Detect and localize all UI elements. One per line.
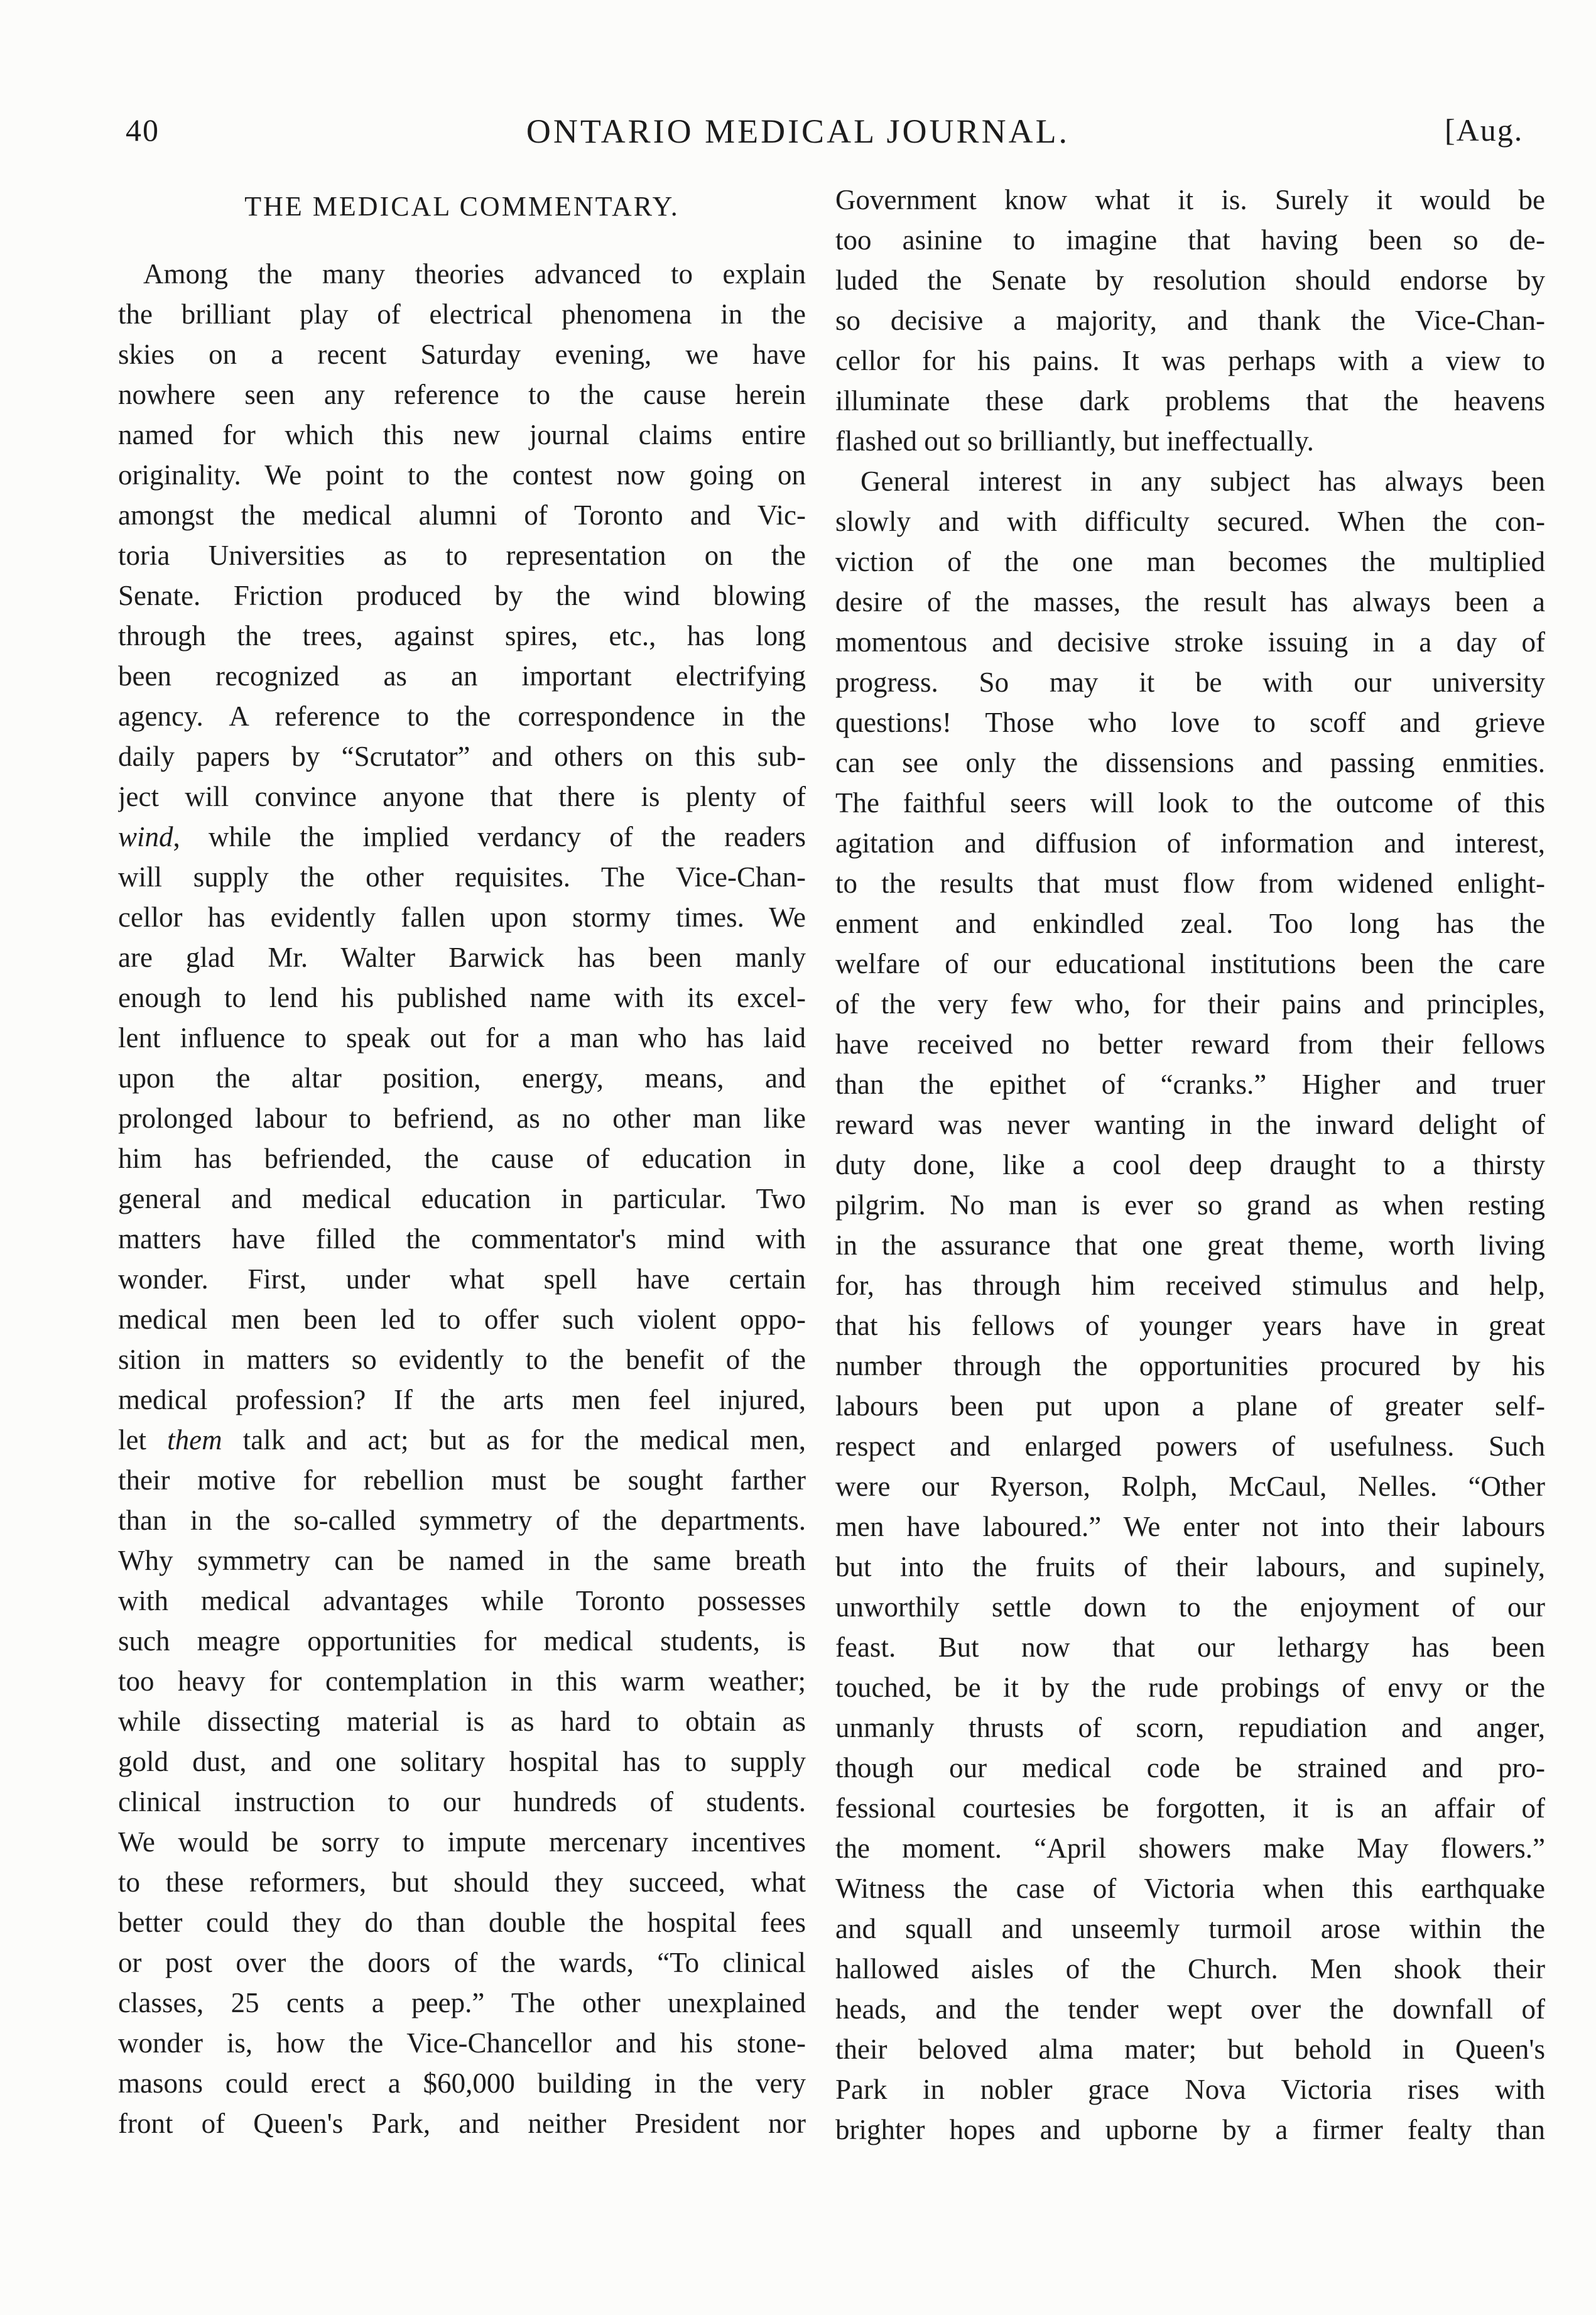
line-text: their beloved alma mater; but behold in Queen's bbox=[835, 2034, 1545, 2065]
line-text: too heavy for contemplation in this warm weather; bbox=[118, 1665, 806, 1697]
line-text: let bbox=[118, 1424, 168, 1456]
text-line bbox=[835, 1989, 1545, 2029]
line-text: viction of the one man becomes the multiplied bbox=[835, 546, 1545, 577]
line-text: progress. So may it be with our university bbox=[835, 667, 1545, 698]
line-text: duty done, like a cool deep draught to a thirsty bbox=[835, 1149, 1545, 1180]
text-line bbox=[118, 2023, 806, 2063]
line-text: of the very few who, for their pains and principles, bbox=[835, 988, 1545, 1020]
text-line bbox=[118, 1339, 806, 1380]
text-line bbox=[118, 334, 806, 374]
line-text: named for which this new journal claims entire bbox=[118, 419, 806, 450]
line-text: clinical instruction to our hundreds of students. bbox=[118, 1786, 806, 1817]
line-text: the moment. “April showers make May flowers.” bbox=[835, 1833, 1545, 1864]
line-text: were our Ryerson, Rolph, McCaul, Nelles. “Other bbox=[835, 1471, 1545, 1502]
line-text: Why symmetry can be named in the same breath bbox=[118, 1545, 806, 1576]
page-number: 40 bbox=[126, 112, 160, 148]
line-text: gold dust, and one solitary hospital has to supply bbox=[118, 1746, 806, 1777]
left-column bbox=[118, 254, 806, 2143]
text-line bbox=[835, 1909, 1545, 1949]
line-text: hallowed aisles of the Church. Men shook their bbox=[835, 1953, 1545, 1985]
text-line bbox=[835, 1145, 1545, 1185]
line-text: brighter hopes and upborne by a firmer fealty than bbox=[835, 2114, 1545, 2145]
text-line bbox=[835, 1949, 1545, 1989]
text-line bbox=[118, 1219, 806, 1259]
line-text: prolonged labour to befriend, as no other man like bbox=[118, 1103, 806, 1134]
line-text: questions! Those who love to scoff and grieve bbox=[835, 707, 1545, 738]
line-text: General interest in any subject has always been bbox=[860, 466, 1545, 497]
text-line bbox=[835, 180, 1545, 220]
line-text: pilgrim. No man is ever so grand as when resting bbox=[835, 1189, 1545, 1221]
text-line bbox=[835, 1788, 1545, 1828]
line-text: enment and enkindled zeal. Too long has the bbox=[835, 908, 1545, 939]
text-line bbox=[118, 415, 806, 455]
text-line bbox=[835, 1587, 1545, 1627]
text-line bbox=[118, 294, 806, 334]
text-line bbox=[118, 1902, 806, 1942]
line-text: labours been put upon a plane of greater self- bbox=[835, 1390, 1545, 1422]
right-column bbox=[835, 180, 1545, 2150]
line-text: men have laboured.” We enter not into their labours bbox=[835, 1511, 1545, 1542]
line-text: We would be sorry to impute mercenary incentives bbox=[118, 1826, 806, 1858]
text-line bbox=[835, 501, 1545, 542]
line-text: so decisive a majority, and thank the Vice-Chan- bbox=[835, 305, 1545, 336]
line-text: sition in matters so evidently to the benefit of the bbox=[118, 1344, 806, 1375]
text-line bbox=[835, 340, 1545, 381]
line-text: reward was never wanting in the inward delight of bbox=[835, 1109, 1545, 1140]
line-text: medical men been led to offer such violent oppo- bbox=[118, 1304, 806, 1335]
line-text: will supply the other requisites. The Vice-Chan- bbox=[118, 861, 806, 893]
text-line bbox=[118, 616, 806, 656]
text-line bbox=[835, 984, 1545, 1024]
line-text: though our medical code be strained and pro- bbox=[835, 1752, 1545, 1784]
line-text: are glad Mr. Walter Barwick has been manly bbox=[118, 942, 806, 973]
text-line bbox=[835, 421, 1545, 461]
text-line bbox=[118, 656, 806, 696]
text-line bbox=[118, 2063, 806, 2103]
text-line bbox=[835, 743, 1545, 783]
text-line bbox=[118, 374, 806, 415]
line-text: ject will convince anyone that there is plenty of bbox=[118, 781, 806, 812]
text-line bbox=[118, 1058, 806, 1098]
line-text: , while the implied verdancy of the readers bbox=[173, 821, 806, 852]
line-text: daily papers by “Scrutator” and others on this sub- bbox=[118, 741, 806, 772]
text-line bbox=[118, 857, 806, 897]
line-text: than the epithet of “cranks.” Higher and truer bbox=[835, 1069, 1545, 1100]
line-text: flashed out so brilliantly, but ineffectually. bbox=[835, 425, 1314, 457]
text-line bbox=[835, 863, 1545, 903]
text-line bbox=[118, 978, 806, 1018]
line-text: illuminate these dark problems that the heavens bbox=[835, 385, 1545, 417]
italic-word: them bbox=[167, 1424, 222, 1456]
text-line bbox=[118, 1018, 806, 1058]
issue-month: [Aug. bbox=[1445, 112, 1524, 148]
text-line bbox=[835, 944, 1545, 984]
text-line bbox=[835, 1426, 1545, 1466]
text-line bbox=[118, 1741, 806, 1782]
text-line bbox=[835, 1506, 1545, 1547]
text-line bbox=[835, 2029, 1545, 2069]
line-text: unmanly thrusts of scorn, repudiation and anger, bbox=[835, 1712, 1545, 1743]
line-text: front of Queen's Park, and neither President nor bbox=[118, 2108, 806, 2139]
text-line bbox=[118, 1138, 806, 1179]
text-line bbox=[118, 575, 806, 616]
text-line bbox=[835, 2110, 1545, 2150]
text-line bbox=[118, 455, 806, 495]
line-text: cellor has evidently fallen upon stormy times. We bbox=[118, 901, 806, 933]
text-line bbox=[118, 1862, 806, 1902]
line-text: The faithful seers will look to the outcome of this bbox=[835, 787, 1545, 819]
text-line bbox=[118, 535, 806, 575]
text-line bbox=[835, 1386, 1545, 1426]
article-title: THE MEDICAL COMMENTARY. bbox=[244, 191, 680, 222]
line-text: and squall and unseemly turmoil arose within the bbox=[835, 1913, 1545, 1944]
line-text: too asinine to imagine that having been so de- bbox=[835, 224, 1545, 256]
line-text: their motive for rebellion must be sought farther bbox=[118, 1464, 806, 1496]
text-line bbox=[835, 381, 1545, 421]
text-line bbox=[118, 736, 806, 776]
line-text: Senate. Friction produced by the wind blowing bbox=[118, 580, 806, 611]
line-text: or post over the doors of the wards, “To clinical bbox=[118, 1947, 806, 1978]
line-text: respect and enlarged powers of usefulness. Such bbox=[835, 1430, 1545, 1462]
line-text: that his fellows of younger years have in great bbox=[835, 1310, 1545, 1341]
line-text: while dissecting material is as hard to obtain as bbox=[118, 1706, 806, 1737]
line-text: can see only the dissensions and passing enmities. bbox=[835, 747, 1545, 778]
text-line bbox=[118, 1661, 806, 1701]
line-text: cellor for his pains. It was perhaps with a view to bbox=[835, 345, 1545, 376]
text-line bbox=[118, 1299, 806, 1339]
line-text: amongst the medical alumni of Toronto and Vic- bbox=[118, 499, 806, 531]
line-text: upon the altar position, energy, means, and bbox=[118, 1062, 806, 1094]
text-line bbox=[835, 1868, 1545, 1909]
line-text: Witness the case of Victoria when this earthquake bbox=[835, 1873, 1545, 1904]
line-text: through the trees, against spires, etc., has long bbox=[118, 620, 806, 651]
line-text: Among the many theories advanced to explain bbox=[143, 258, 806, 290]
line-text: toria Universities as to representation on the bbox=[118, 540, 806, 571]
text-line bbox=[118, 1380, 806, 1420]
line-text: enough to lend his published name with its excel- bbox=[118, 982, 806, 1013]
text-line bbox=[118, 1822, 806, 1862]
line-text: lent influence to speak out for a man who has laid bbox=[118, 1022, 806, 1054]
text-line bbox=[118, 1460, 806, 1500]
line-text: feast. But now that our lethargy has been bbox=[835, 1631, 1545, 1663]
text-line bbox=[835, 662, 1545, 702]
text-line bbox=[118, 1179, 806, 1219]
line-text: welfare of our educational institutions been the care bbox=[835, 948, 1545, 979]
line-text: to these reformers, but should they succeed, what bbox=[118, 1866, 806, 1898]
text-line bbox=[835, 702, 1545, 743]
text-line bbox=[835, 1346, 1545, 1386]
text-line bbox=[835, 260, 1545, 300]
text-line bbox=[835, 1225, 1545, 1265]
line-text: such meagre opportunities for medical students, is bbox=[118, 1625, 806, 1657]
text-line bbox=[835, 1024, 1545, 1064]
text-line bbox=[118, 817, 806, 857]
text-line bbox=[835, 1547, 1545, 1587]
text-line bbox=[835, 903, 1545, 944]
line-text: slowly and with difficulty secured. When the con- bbox=[835, 506, 1545, 537]
line-text: to the results that must flow from widened enlight- bbox=[835, 868, 1545, 899]
line-text: luded the Senate by resolution should endorse by bbox=[835, 264, 1545, 296]
text-line bbox=[835, 542, 1545, 582]
text-line bbox=[118, 937, 806, 978]
text-line bbox=[835, 1708, 1545, 1748]
line-text: general and medical education in particular. Two bbox=[118, 1183, 806, 1214]
text-line bbox=[835, 1466, 1545, 1506]
text-line bbox=[118, 1621, 806, 1661]
line-text: momentous and decisive stroke issuing in a day of bbox=[835, 626, 1545, 658]
line-text: touched, be it by the rude probings of envy or the bbox=[835, 1672, 1545, 1703]
line-text: Government know what it is. Surely it would be bbox=[835, 184, 1545, 215]
text-line bbox=[835, 1748, 1545, 1788]
text-line bbox=[835, 783, 1545, 823]
line-text: him has befriended, the cause of education in bbox=[118, 1143, 806, 1174]
text-line bbox=[835, 1627, 1545, 1667]
text-line bbox=[835, 1667, 1545, 1708]
text-line bbox=[118, 1701, 806, 1741]
text-line bbox=[118, 1581, 806, 1621]
text-line bbox=[118, 897, 806, 937]
line-text: classes, 25 cents a peep.” The other unexplained bbox=[118, 1987, 806, 2018]
line-text: in the assurance that one great theme, worth living bbox=[835, 1229, 1545, 1261]
line-text: than in the so-called symmetry of the departments. bbox=[118, 1505, 806, 1536]
text-line bbox=[118, 1983, 806, 2023]
text-line bbox=[118, 1259, 806, 1299]
line-text: unworthily settle down to the enjoyment of our bbox=[835, 1591, 1545, 1623]
text-line bbox=[118, 254, 806, 294]
text-line bbox=[118, 776, 806, 817]
line-text: agency. A reference to the correspondence in the bbox=[118, 700, 806, 732]
text-line bbox=[118, 696, 806, 736]
line-text: for, has through him received stimulus and help, bbox=[835, 1270, 1545, 1301]
text-line bbox=[835, 2069, 1545, 2110]
line-text: been recognized as an important electrifying bbox=[118, 660, 806, 692]
text-line bbox=[835, 1265, 1545, 1305]
line-text: wonder is, how the Vice-Chancellor and his stone- bbox=[118, 2027, 806, 2059]
text-line bbox=[835, 1064, 1545, 1104]
text-line bbox=[118, 1420, 806, 1460]
line-text: have received no better reward from their fellows bbox=[835, 1028, 1545, 1060]
text-line bbox=[835, 1185, 1545, 1225]
line-text: matters have filled the commentator's mind with bbox=[118, 1223, 806, 1255]
line-text: better could they do than double the hospital fees bbox=[118, 1907, 806, 1938]
text-line bbox=[118, 1500, 806, 1540]
text-line bbox=[118, 1782, 806, 1822]
journal-title: ONTARIO MEDICAL JOURNAL. bbox=[526, 112, 1070, 150]
line-text: talk and act; but as for the medical men, bbox=[222, 1424, 806, 1456]
text-line bbox=[118, 2103, 806, 2143]
text-line bbox=[835, 300, 1545, 340]
line-text: but into the fruits of their labours, and supinely, bbox=[835, 1551, 1545, 1582]
line-text: heads, and the tender wept over the downfall of bbox=[835, 1993, 1545, 2025]
line-text: agitation and diffusion of information and interest, bbox=[835, 827, 1545, 859]
line-text: the brilliant play of electrical phenomena in the bbox=[118, 298, 806, 330]
line-text: masons could erect a $60,000 building in the very bbox=[118, 2067, 806, 2099]
italic-word: wind bbox=[118, 821, 173, 852]
text-line bbox=[835, 220, 1545, 260]
text-line bbox=[835, 582, 1545, 622]
text-line bbox=[118, 495, 806, 535]
line-text: originality. We point to the contest now going on bbox=[118, 459, 806, 491]
line-text: skies on a recent Saturday evening, we have bbox=[118, 339, 806, 370]
text-line bbox=[118, 1942, 806, 1983]
text-line bbox=[835, 622, 1545, 662]
line-text: number through the opportunities procured by his bbox=[835, 1350, 1545, 1381]
text-line bbox=[835, 1104, 1545, 1145]
text-line bbox=[118, 1540, 806, 1581]
text-line bbox=[835, 1305, 1545, 1346]
line-text: desire of the masses, the result has always been a bbox=[835, 586, 1545, 618]
text-line bbox=[118, 1098, 806, 1138]
line-text: with medical advantages while Toronto possesses bbox=[118, 1585, 806, 1616]
line-text: medical profession? If the arts men feel injured, bbox=[118, 1384, 806, 1415]
text-line bbox=[835, 461, 1545, 501]
text-line bbox=[835, 1828, 1545, 1868]
text-line bbox=[835, 823, 1545, 863]
line-text: fessional courtesies be forgotten, it is an affair of bbox=[835, 1792, 1545, 1824]
line-text: nowhere seen any reference to the cause herein bbox=[118, 379, 806, 410]
line-text: Park in nobler grace Nova Victoria rises with bbox=[835, 2074, 1545, 2105]
line-text: wonder. First, under what spell have certain bbox=[118, 1263, 806, 1295]
